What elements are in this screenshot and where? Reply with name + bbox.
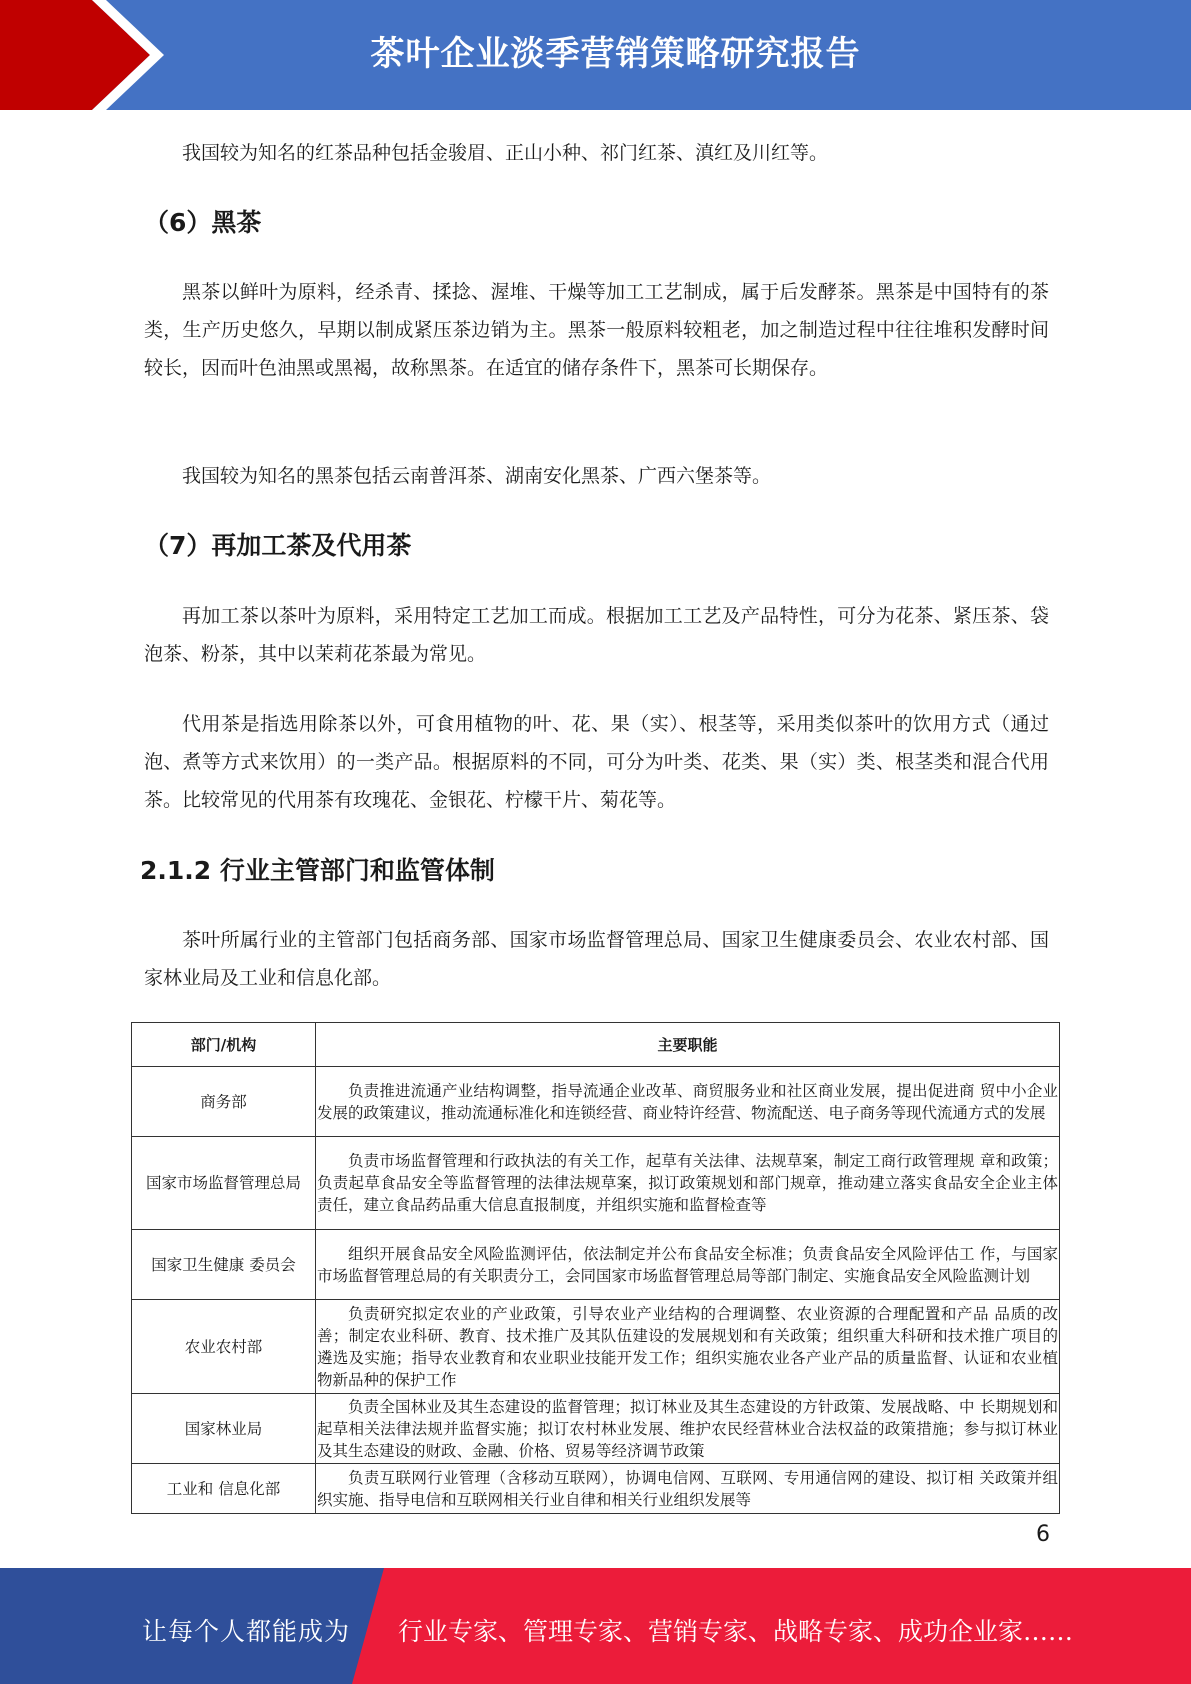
paragraph-section-intro: 茶叶所属行业的主管部门包括商务部、国家市场监督管理总局、国家卫生健康委员会、农业农村部、国家林业局及工业和信息化部。 (144, 929, 1049, 989)
dept-cell: 国家林业局 (132, 1394, 316, 1464)
table-row (132, 1300, 1060, 1394)
dept-cell: 国家卫生健康 委员会 (132, 1230, 316, 1300)
paragraph-substitute-tea: 代用茶是指选用除茶以外，可食用植物的叶、花、果（实）、根茎等，采用类似茶叶的饮用方式（通过泡、煮等方式来饮用）的一类产品。根据原料的不同，可分为叶类、花类、果（实）类、根茎类和混合代用茶。比较常见的代用茶有玫瑰花、金银花、柠檬干片、菊花等。 (144, 713, 1049, 811)
dept-cell: 商务部 (132, 1067, 316, 1137)
paragraph-red-tea: 我国较为知名的红茶品种包括金骏眉、正山小种、祁门红茶、滇红及川红等。 (182, 142, 829, 164)
duty-cell: 负责全国林业及其生态建设的监督管理；拟订林业及其生态建设的方针政策、发展战略、中 长期规划和起草相关法律法规并监督实施；拟订农村林业发展、维护农民经营林业合法权益的政策措施；参与拟订林业及其生态建设的财政、金融、价格、贸易等经济调节政策 (316, 1394, 1060, 1464)
page-header (0, 0, 1191, 110)
heading-reprocessed-tea: （7）再加工茶及代用茶 (144, 531, 412, 560)
table-row (132, 1067, 1060, 1137)
column-header-duty: 主要职能 (316, 1023, 1060, 1067)
duty-cell: 负责市场监督管理和行政执法的有关工作，起草有关法律、法规草案，制定工商行政管理规 章和政策；负责起草食品安全等监督管理的法律法规草案，拟订政策规划和部门规章，推动建立落实食品安全企业主体责任，建立食品药品重大信息直报制度，并组织实施和监督检查等 (316, 1137, 1060, 1230)
report-title: 茶叶企业淡季营销策略研究报告 (370, 34, 861, 74)
section-heading: 2.1.2 行业主管部门和监管体制 (140, 856, 495, 885)
table-row (132, 1394, 1060, 1464)
page-footer (0, 1568, 1191, 1684)
dept-cell: 工业和 信息化部 (132, 1464, 316, 1514)
duty-cell: 组织开展食品安全风险监测评估，依法制定并公布食品安全标准；负责食品安全风险评估工 作，与国家市场监督管理总局的有关职责分工，会同国家市场监督管理总局等部门制定、实施食品安全风险监测计划 (316, 1230, 1060, 1300)
duty-cell: 负责互联网行业管理（含移动互联网），协调电信网、互联网、专用通信网的建设、拟订相 关政策并组织实施、指导电信和互联网相关行业自律和相关行业组织发展等 (316, 1464, 1060, 1514)
dept-cell: 国家市场监督管理总局 (132, 1137, 316, 1230)
departments-table (131, 1022, 1060, 1514)
table-row (132, 1464, 1060, 1514)
table-header-row (132, 1023, 1060, 1067)
table-row (132, 1137, 1060, 1230)
paragraph-reprocessed-tea: 再加工茶以茶叶为原料，采用特定工艺加工而成。根据加工工艺及产品特性，可分为花茶、紧压茶、袋泡茶、粉茶，其中以茉莉花茶最为常见。 (144, 605, 1049, 665)
footer-slogan-left: 让每个人都能成为 (142, 1617, 351, 1646)
duty-cell: 负责推进流通产业结构调整，指导流通企业改革、商贸服务业和社区商业发展，提出促进商 贸中小企业发展的政策建议，推动流通标准化和连锁经营、商业特许经营、物流配送、电子商务等现代流通方式的发展 (316, 1067, 1060, 1137)
dept-cell: 农业农村部 (132, 1300, 316, 1394)
heading-black-tea: （6）黑茶 (144, 208, 262, 237)
paragraph-black-tea-2: 我国较为知名的黑茶包括云南普洱茶、湖南安化黑茶、广西六堡茶等。 (182, 465, 772, 487)
footer-slogan-right: 行业专家、管理专家、营销专家、战略专家、成功企业家…… (398, 1617, 1074, 1646)
paragraph-black-tea-1: 黑茶以鲜叶为原料，经杀青、揉捻、渥堆、干燥等加工工艺制成，属于后发酵茶。黑茶是中国特有的茶类，生产历史悠久，早期以制成紧压茶边销为主。黑茶一般原料较粗老，加之制造过程中往往堆积发酵时间较长，因而叶色油黑或黑褐，故称黑茶。在适宜的储存条件下，黑茶可长期保存。 (144, 281, 1049, 379)
page-number: 6 (1036, 1522, 1050, 1547)
duty-cell: 负责研究拟定农业的产业政策，引导农业产业结构的合理调整、农业资源的合理配置和产品 品质的改善；制定农业科研、教育、技术推广及其队伍建设的发展规划和有关政策；组织重大科研和技术推广项目的遴选及实施；指导农业教育和农业职业技能开发工作；组织实施农业各产业产品的质量监督、认证和农业植物新品种的保护工作 (316, 1300, 1060, 1394)
column-header-dept: 部门/机构 (132, 1023, 316, 1067)
table-row (132, 1230, 1060, 1300)
